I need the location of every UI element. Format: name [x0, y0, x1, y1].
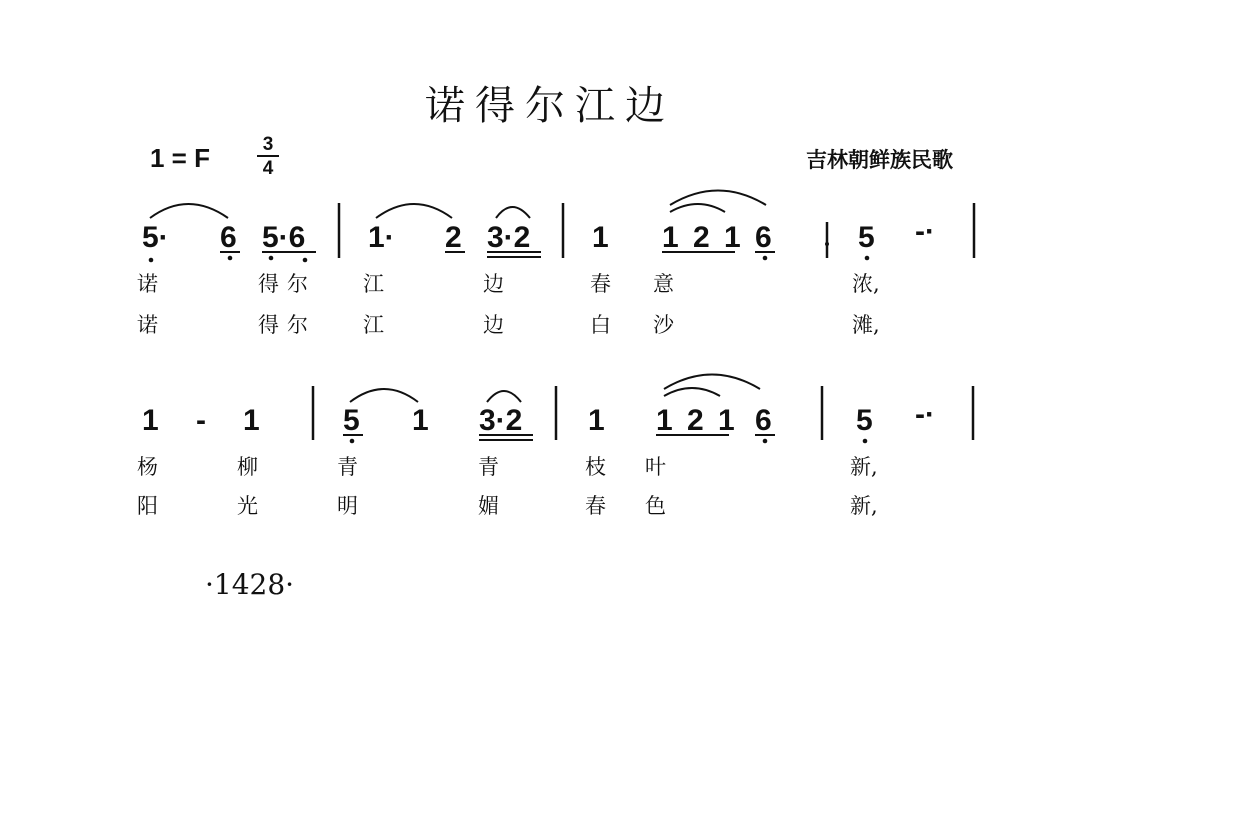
note: 6 — [755, 221, 772, 254]
slur — [664, 375, 760, 390]
page-number: ·1428· — [205, 568, 295, 601]
lyric: 诺 — [137, 272, 158, 296]
lyric: 江 — [363, 272, 384, 296]
lyric: 媚 — [478, 494, 499, 518]
lyric: 滩, — [852, 313, 880, 337]
lyric: 新, — [850, 455, 878, 479]
note: 1 — [142, 404, 159, 437]
lyric: 得尔 — [258, 272, 316, 296]
lyric: 枝 — [585, 455, 606, 479]
note: 6 — [755, 404, 772, 437]
octave-dot — [228, 256, 233, 261]
slur — [664, 388, 720, 396]
slur — [487, 391, 521, 402]
lyric: 浓, — [852, 272, 880, 296]
notation-dot — [825, 242, 829, 246]
note: 5· — [142, 221, 169, 254]
lyric: 得尔 — [258, 313, 316, 337]
note: 1 — [592, 221, 609, 254]
note: 1 — [588, 404, 605, 437]
lyric: 边 — [483, 272, 504, 296]
slur — [496, 207, 530, 218]
lyric: 新, — [850, 494, 878, 518]
note: 5 — [858, 221, 875, 254]
lyric: 沙 — [653, 313, 674, 337]
note: 1 — [412, 404, 429, 437]
note: 1· — [368, 221, 395, 254]
note: 3·2 — [479, 404, 523, 437]
lyric: 春 — [590, 272, 611, 296]
lyric: 青 — [337, 455, 358, 479]
lyric: 诺 — [137, 313, 158, 337]
slur — [670, 191, 766, 206]
lyric: 叶 — [645, 455, 666, 479]
octave-dot — [149, 258, 154, 263]
note: 1 2 1 — [656, 404, 738, 437]
lyric: 边 — [483, 313, 504, 337]
lyric: 春 — [585, 494, 606, 518]
note: 3·2 — [487, 221, 531, 254]
note: -· — [915, 398, 935, 431]
octave-dot — [763, 439, 768, 444]
time-signature-bottom: 4 — [262, 158, 274, 179]
note: 5 — [343, 404, 360, 437]
note: 6 — [220, 221, 237, 254]
lyric: 杨 — [137, 455, 158, 479]
lyric: 意 — [653, 272, 674, 296]
octave-dot — [269, 256, 274, 261]
composer-credit: 吉林朝鲜族民歌 — [806, 147, 953, 172]
note: 1 — [243, 404, 260, 437]
octave-dot — [865, 256, 870, 261]
note: 5 — [856, 404, 873, 437]
note: 5·6 — [262, 221, 306, 254]
note: 1 2 1 — [662, 221, 744, 254]
octave-dot — [763, 256, 768, 261]
lyric: 色 — [645, 494, 666, 518]
octave-dot — [863, 439, 868, 444]
slur — [376, 204, 452, 218]
lyric: 柳 — [237, 455, 258, 479]
note: 2 — [445, 221, 462, 254]
lyric: 明 — [337, 494, 358, 518]
lyric: 江 — [363, 313, 384, 337]
slur — [670, 204, 725, 212]
lyric: 阳 — [137, 494, 158, 518]
note: -· — [915, 215, 935, 248]
lyric: 白 — [590, 313, 611, 337]
lyric: 光 — [237, 494, 258, 518]
lyric: 青 — [478, 455, 499, 479]
note: - — [196, 404, 206, 437]
octave-dot — [350, 439, 355, 444]
time-signature-top: 3 — [262, 134, 274, 155]
slur — [150, 204, 228, 218]
song-title: 诺得尔江边 — [425, 83, 675, 129]
slur — [350, 389, 418, 402]
octave-dot — [303, 258, 308, 263]
key-signature: 1 = F — [150, 143, 210, 173]
